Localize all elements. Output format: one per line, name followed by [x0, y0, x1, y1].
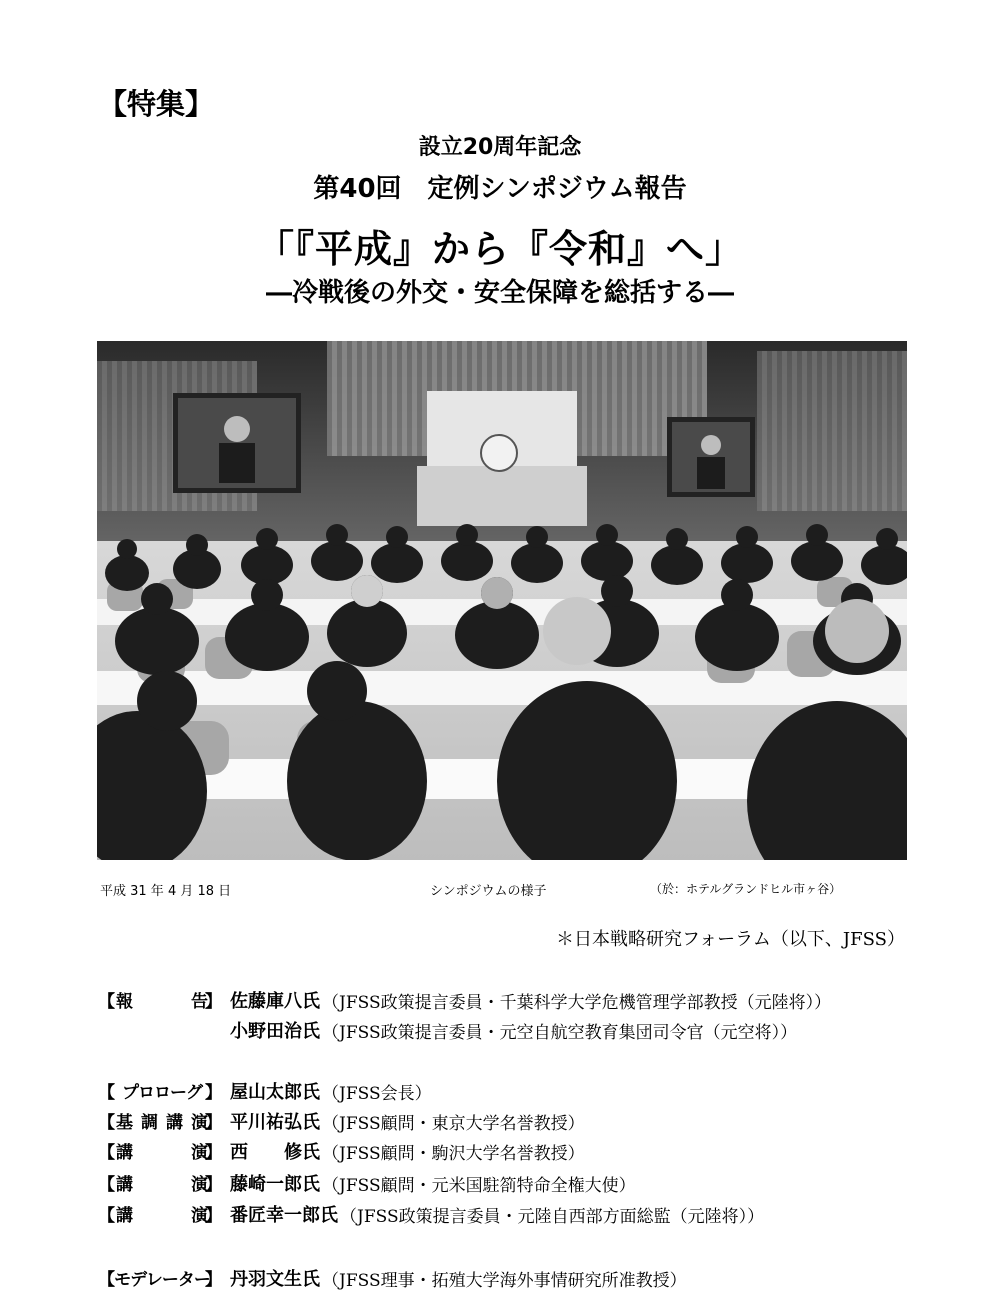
event-heading: 第40回 定例シンポジウム報告	[313, 174, 687, 204]
jfss-footnote: ＊日本戦略研究フォーラム（以下、JFSS）	[556, 929, 905, 950]
anniversary-heading: 設立20周年記念	[418, 135, 582, 160]
symposium-photo	[97, 341, 907, 860]
speaker-name: 藤崎一郎氏	[230, 1174, 320, 1195]
speaker-affiliation: （JFSS顧問・駒沢大学名誉教授）	[322, 1144, 585, 1164]
speaker-affiliation: （JFSS顧問・元米国駐箚特命全権大使）	[322, 1176, 636, 1196]
speaker-affiliation: （JFSS顧問・東京大学名誉教授）	[322, 1114, 585, 1134]
speaker-affiliation: （JFSS政策提言委員・元陸自西部方面総監（元陸将））	[340, 1207, 765, 1227]
speaker-name: 平川祐弘氏	[230, 1112, 320, 1133]
photo-description: シンポジウムの様子	[430, 884, 547, 899]
speaker-name: 番匠幸一郎氏	[230, 1205, 338, 1226]
speaker-role-text: 基 調 講 演	[116, 1113, 208, 1133]
symposium-subtitle: ―冷戦後の外交・安全保障を総括する―	[265, 278, 734, 308]
speaker-role-text: 講 演	[116, 1143, 208, 1163]
speaker-role-text: モデレーター	[114, 1270, 210, 1290]
speaker-affiliation: （JFSS政策提言委員・千葉科学大学危機管理学部教授（元陸将））	[322, 993, 832, 1013]
speaker-name: 屋山太郎氏	[230, 1082, 320, 1103]
speaker-role-text: 講 演	[116, 1175, 208, 1195]
speaker-role-text: 講 演	[116, 1206, 208, 1226]
speaker-name: 西 修氏	[230, 1142, 320, 1163]
speaker-affiliation: （JFSS会長）	[322, 1084, 432, 1104]
speaker-affiliation: （JFSS政策提言委員・元空自航空教育集団司令官（元空将））	[322, 1023, 798, 1043]
grey-hair-head	[543, 597, 611, 665]
symposium-title: 「『平成』から『令和』へ」	[255, 226, 744, 271]
photo-venue: （於：ホテルグランドヒル市ヶ谷）	[650, 882, 842, 896]
photo-date: 平成 31 年 4 月 18 日	[100, 884, 232, 899]
speaker-affiliation: （JFSS理事・拓殖大学海外事情研究所准教授）	[322, 1271, 687, 1291]
speaker-role-text: 報 告	[116, 992, 208, 1012]
speaker-role-text: プロローグ	[122, 1083, 202, 1103]
speaker-name: 小野田治氏	[230, 1021, 320, 1042]
feature-label: 【特集】	[98, 87, 215, 121]
speaker-name: 佐藤庫八氏	[230, 991, 320, 1012]
speaker-name: 丹羽文生氏	[230, 1269, 320, 1290]
emblem-icon	[481, 435, 517, 471]
